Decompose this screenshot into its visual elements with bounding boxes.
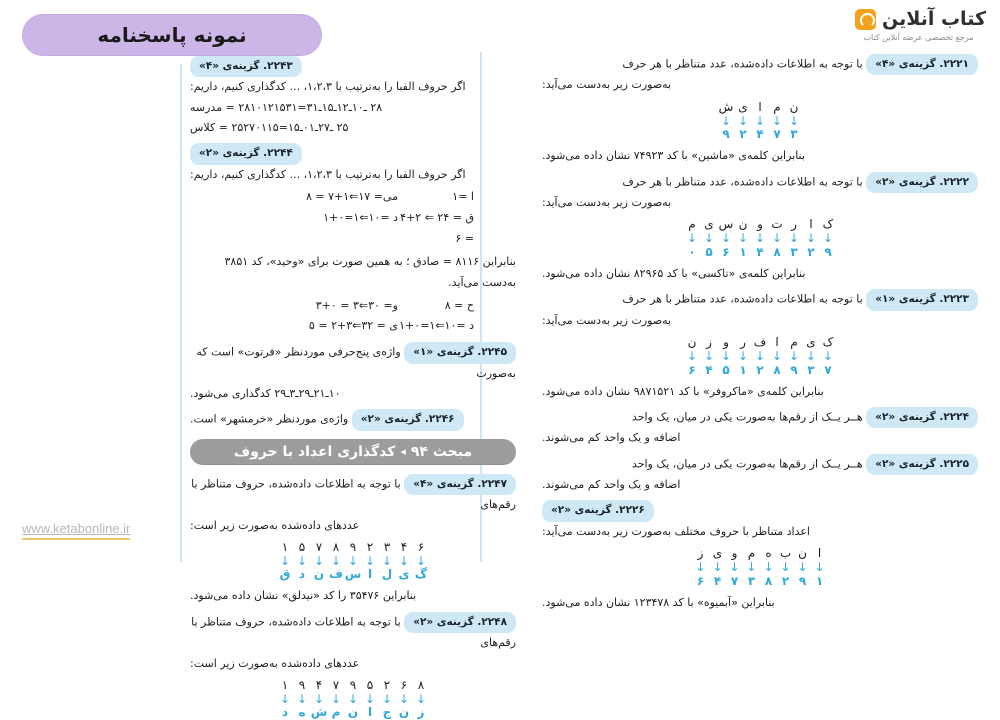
mapping-letter: ل [381,567,393,582]
mapping-letters-row [684,217,837,232]
mapping-letter: ی [712,546,723,561]
down-arrow-icon: ↓ [398,691,410,706]
mapping-letter: ی [738,99,748,114]
answer-item-head [190,143,516,164]
mapping-digit: ۹ [349,539,357,554]
mapping-digit: ۷ [824,362,832,377]
mapping-digit: ۵ [366,677,374,692]
right-column [530,40,1000,609]
equation-row [190,296,516,317]
equation-left: ی = ۳۲⇐۳+۲ = ۵ [308,319,398,333]
mapping-letter: گ [414,567,428,582]
answer-item-head [190,56,516,77]
letter-digit-mapping [542,546,978,589]
brand-name: کتاب آنلاین [882,8,986,30]
down-arrow-icon: ↓ [720,113,732,128]
down-arrow-icon: ↓ [347,691,359,706]
left-margin-spacer [0,40,180,562]
mapping-digits-row [277,540,430,555]
answer-badge: ۲۲۲۴. گزینه‌ی «۲» [866,407,978,428]
answer-badge: ۲۲۴۶. گزینه‌ی «۲» [352,409,464,430]
brand-subtitle: مرجع تخصصی عرضه آنلاین کتاب [863,33,974,42]
answer-text: اگر حروف الفبا را به‌ترتیب با ۱،۲،۳، ... کدگذاری کنیم، داریم: [190,167,466,181]
mapping-digit: ۲ [739,127,747,142]
answer-conclusion: بنابراین «آبمیوه» با کد ۱۲۳۴۷۸ نشان داده می‌شود. [542,595,775,609]
answer-conclusion: بنابراین کلمه‌ی «ماکروفر» با کد ۹۸۷۱۵۲۱ نشان داده می‌شود. [542,384,824,398]
section-title: کدگذاری اعداد با حروف [233,443,396,460]
down-arrow-icon: ↓ [822,349,834,364]
answer-text: هــر یــک از رقم‌ها به‌صورت یکی در میان، یک واحد [631,457,863,471]
mapping-digit: ۲ [756,362,764,377]
answer-badge: ۲۲۲۱. گزینه‌ی «۴» [866,54,978,75]
mapping-letter: ا [758,99,762,114]
mapping-grid [684,335,837,378]
mapping-digit: ۴ [400,539,408,554]
mapping-grid [692,546,828,589]
mapping-digits-row [718,127,803,142]
mapping-letter: د [281,705,289,720]
down-arrow-icon: ↓ [737,231,749,246]
mapping-letter: ن [398,705,410,720]
mapping-digit: ۷ [773,127,781,142]
letter-digit-mapping [542,335,978,378]
down-arrow-icon: ↓ [729,560,740,575]
answer-item-2245 [190,342,516,404]
answer-item-2247 [190,474,516,607]
down-arrow-icon: ↓ [771,349,783,364]
mapping-letter: ی [398,567,410,582]
mapping-letter: س [344,567,362,582]
mapping-grid [277,678,430,720]
answer-text-line2: عددهای داده‌شده به‌صورت زیر است: [190,518,360,532]
mapping-digit: ۱ [281,677,289,692]
mapping-letter: و [731,546,738,561]
down-arrow-icon: ↓ [415,553,427,568]
mapping-digit: ۶ [722,244,730,259]
answer-item-head [542,289,978,310]
down-arrow-icon: ↓ [703,231,715,246]
letter-digit-mapping [542,217,978,260]
down-arrow-icon: ↓ [695,560,706,575]
down-arrow-icon: ↓ [364,691,376,706]
mapping-digit: ۶ [688,362,696,377]
mapping-letter: ت [771,217,783,232]
mapping-arrows-row [718,115,803,128]
answer-item-head [542,172,978,193]
down-arrow-icon: ↓ [296,553,308,568]
down-arrow-icon: ↓ [313,691,325,706]
mapping-arrows-row [684,232,837,245]
answer-text: اگر حروف الفبا را به‌ترتیب با ۱،۲،۳، ... کدگذاری کنیم، داریم: [190,80,466,94]
equation-right: ق = ۲۴ ⇐ ۲+۴ = ۶ [400,211,474,245]
answer-text: با توجه به اطلاعات داده‌شده، عدد متناظر با هر حرف [622,293,863,306]
down-arrow-icon: ↓ [703,349,715,364]
answer-item-2221 [542,54,978,167]
down-arrow-icon: ↓ [788,349,800,364]
mapping-digit: ۷ [315,539,323,554]
answer-item-head [542,54,978,75]
mapping-digit: ۹ [824,244,832,259]
answer-conclusion: بنابراین ۳۵۴۷۶ را کد «نیدلق» نشان داده می‌شود. [190,589,417,603]
mapping-letter: ف [753,335,767,350]
answer-item-2226 [542,500,978,613]
answer-text: واژه‌ی پنج‌حرفی موردنظر «فرتوت» است که به‌صورت [196,346,516,380]
mapping-digit: ۲ [807,244,815,259]
mapping-digit: ۸ [332,539,340,554]
down-arrow-icon: ↓ [720,349,732,364]
mapping-letter: ر [740,335,746,350]
mapping-digit: ۹ [790,362,798,377]
answer-equation: ۲۵ ـ۲۷ـ۰۱ـ۱۵=۲۵۲۷۰۱۱۵ = کلاس [190,121,349,135]
section-header-bar [190,439,516,465]
down-arrow-icon: ↓ [814,560,825,575]
down-arrow-icon: ↓ [296,691,308,706]
answer-item-head [190,342,516,384]
mapping-digits-row [692,574,828,589]
mapping-digit: ۳ [747,573,756,588]
mapping-digit: ۰ [688,244,696,259]
mapping-letter: ن [798,546,807,561]
answer-text-line2: عددهای داده‌شده به‌صورت زیر است: [190,656,360,670]
mapping-letter: ن [347,705,359,720]
mapping-digit: ۳ [790,127,798,142]
left-column [180,40,530,720]
mapping-letters-row [277,705,430,720]
down-arrow-icon: ↓ [737,113,749,128]
mapping-digit: ۴ [756,127,764,142]
mapping-letter: ا [367,705,373,720]
answer-item-2246 [190,409,516,430]
answer-text-line2: به‌صورت زیر به‌دست می‌آید: [542,313,672,327]
answer-text-line2: اضافه و یک واحد کم می‌شوند. [542,431,681,445]
mapping-letter: ج [382,705,392,720]
mapping-letter: ش [718,99,734,114]
down-arrow-icon: ↓ [771,231,783,246]
mapping-letter: و [757,217,763,232]
mapping-letter: ز [706,335,712,350]
mapping-digit: ۶ [417,539,425,554]
answer-conclusion: بنابراین کلمه‌ی «ماشین» با کد ۷۴۹۲۳ نشان داده می‌شود. [542,149,805,163]
mapping-letter: م [331,705,341,720]
answer-badge: ۲۲۲۵. گزینه‌ی «۲» [866,454,978,475]
down-arrow-icon: ↓ [381,691,393,706]
mapping-letter: ز [417,705,425,720]
mapping-digit: ۸ [773,362,781,377]
answer-item-2248 [190,612,516,720]
equation-row [190,316,516,337]
answer-text-line2: اضافه و یک واحد کم می‌شوند. [542,478,681,492]
mapping-letter: ه [298,705,306,720]
answer-note: بنابراین ۸۱۱۶ = صادق ؛ به همین صورت برای «وحید»، کد ۳۸۵۱ به‌دست می‌آید. [224,254,516,289]
down-arrow-icon: ↓ [712,560,723,575]
mapping-letters-row [684,335,837,350]
mapping-letter: ک [822,335,834,350]
down-arrow-icon: ↓ [330,553,342,568]
mapping-letter: ق [279,567,291,582]
equation-right: ح = ۸ [444,298,474,312]
mapping-letter: ن [687,335,697,350]
mapping-letter: ف [329,567,343,582]
mapping-arrows-row [277,555,430,568]
down-arrow-icon: ↓ [415,691,427,706]
brand-logo [855,8,986,42]
mapping-letter: ن [313,567,325,582]
down-arrow-icon: ↓ [746,560,757,575]
mapping-letter: م [773,99,781,114]
answer-text: با توجه به اطلاعات داده‌شده، عدد متناظر با هر حرف [622,175,863,189]
answer-item-2244 [190,143,516,337]
answer-badge: ۲۲۴۸. گزینه‌ی «۲» [404,612,516,633]
mapping-letter: ز [697,546,704,561]
down-arrow-icon: ↓ [780,560,791,575]
mapping-letters-row [277,567,430,582]
answer-badge: ۲۲۴۵. گزینه‌ی «۱» [404,342,516,363]
answer-text-line2: اعداد متناظر با حروف مختلف به‌صورت زیر به‌دست می‌آید: [542,524,810,538]
mapping-digit: ۸ [773,244,781,259]
equation-left: می= ۱۷⇐۱+۷ = ۸ [305,190,398,204]
mapping-digit: ۵ [705,244,713,259]
mapping-digit: ۲ [781,573,790,588]
mapping-letter: ی [704,217,714,232]
mapping-digit: ۲ [366,539,374,554]
down-arrow-icon: ↓ [330,691,342,706]
answer-text-line2: ۱۰ـ۲۱ـ۲۹ـ۳ـ۲۹ کدگذاری می‌شود. [190,387,341,401]
mapping-digit: ۷ [332,677,340,692]
mapping-digit: ۳ [807,362,815,377]
mapping-letter: ا [809,217,813,232]
mapping-letters-row [692,546,828,561]
answer-text: با توجه به اطلاعات داده‌شده، حروف متناظر با رقم‌های [191,477,516,512]
mapping-letter: م [688,217,696,232]
mapping-letter: ک [822,217,834,232]
down-arrow-icon: ↓ [763,560,774,575]
answer-item-2222 [542,172,978,285]
mapping-digits-row [684,245,837,260]
answer-badge: ۲۲۲۲. گزینه‌ی «۲» [866,172,978,193]
answer-text-line2: به‌صورت زیر به‌دست می‌آید: [542,196,672,210]
mapping-letter: ن [738,217,748,232]
mapping-letter: ا [817,546,822,561]
down-arrow-icon: ↓ [364,553,376,568]
answer-badge: ۲۲۴۴. گزینه‌ی «۲» [190,143,302,164]
down-arrow-icon: ↓ [797,560,808,575]
mapping-grid [718,100,803,143]
mapping-grid [277,540,430,583]
answer-item-head [542,454,978,475]
down-arrow-icon: ↓ [720,231,732,246]
equation-rows-top [190,187,516,250]
answer-equation: ۲۸ ـ۱۰ـ۱۲ـ۱۵ـ۳۱=۲۸۱۰۱۲۱۵۳۱ = مدرسه [190,100,383,114]
mapping-letter: س [718,217,734,232]
equation-left: د =۱۰⇐۱=۰+۱ [323,211,398,225]
mapping-arrows-row [684,350,837,363]
down-arrow-icon: ↓ [788,113,800,128]
down-arrow-icon: ↓ [754,231,766,246]
mapping-digit: ۴ [705,362,713,377]
mapping-letter: ب [779,546,792,561]
mapping-arrows-row [277,693,430,706]
down-arrow-icon: ↓ [279,691,291,706]
mapping-digit: ۹ [349,677,357,692]
mapping-digit: ۱ [281,539,289,554]
equation-left: و= ۳۰⇐۳ = ۰+۳ [315,298,398,312]
mapping-letter: ا [367,567,373,582]
mapping-arrows-row [692,561,828,574]
mapping-digit: ۶ [400,677,408,692]
mapping-digit: ۹ [798,573,807,588]
down-arrow-icon: ↓ [754,113,766,128]
mapping-digits-row [684,363,837,378]
mapping-digit: ۳ [383,539,391,554]
answer-text: با توجه به اطلاعات داده‌شده، عدد متناظر با هر حرف [622,57,863,71]
answer-badge: ۲۲۴۷. گزینه‌ی «۴» [404,474,516,495]
down-arrow-icon: ↓ [822,231,834,246]
down-arrow-icon: ↓ [788,231,800,246]
mapping-letter: م [747,546,756,561]
footer-website-link[interactable]: www.ketabonline.ir [22,521,130,540]
mapping-digit: ۵ [298,539,306,554]
answer-badge: ۲۲۲۶. گزینه‌ی «۲» [542,500,654,521]
down-arrow-icon: ↓ [771,113,783,128]
answer-text: هــر یــک از رقم‌ها به‌صورت یکی در میان، یک واحد [631,410,863,424]
mapping-digit: ۸ [764,573,773,588]
section-number: مبحث ۹۴ [410,443,473,460]
letter-digit-mapping [542,100,978,143]
answer-item-head [190,612,516,654]
answer-item-head [190,409,516,430]
answer-item-head [190,474,516,516]
down-arrow-icon: ↓ [313,553,325,568]
down-arrow-icon: ↓ [279,553,291,568]
mapping-digit: ۴ [713,573,722,588]
mapping-digit: ۴ [756,244,764,259]
down-arrow-icon: ↓ [805,231,817,246]
mapping-digit: ۴ [315,677,323,692]
down-arrow-icon: ↓ [381,553,393,568]
mapping-letter: م [790,335,798,350]
section-separator-icon: ◂ [400,445,406,459]
mapping-grid [684,217,837,260]
down-arrow-icon: ↓ [737,349,749,364]
answer-item-2223 [542,289,978,402]
down-arrow-icon: ↓ [686,349,698,364]
down-arrow-icon: ↓ [686,231,698,246]
mapping-digit: ۷ [730,573,739,588]
answer-item-2243 [190,56,516,138]
down-arrow-icon: ↓ [754,349,766,364]
content-columns [0,40,1000,720]
answer-text: واژه‌ی موردنظر «خرمشهر» است. [190,413,349,427]
answer-item-head [542,500,978,521]
answer-text: با توجه به اطلاعات داده‌شده، حروف متناظر با رقم‌های [191,615,516,650]
answer-badge: ۲۲۲۳. گزینه‌ی «۱» [866,289,978,310]
equation-right: د =۱۰⇐۱=۰+۱ [399,319,474,333]
answer-badge: ۲۲۴۳. گزینه‌ی «۴» [190,56,302,77]
mapping-digit: ۹ [298,677,306,692]
answer-conclusion: بنابراین کلمه‌ی «تاکسی» با کد ۸۲۹۶۵ نشان داده می‌شود. [542,266,806,280]
mapping-digit: ۳ [790,244,798,259]
answer-item-2224 [542,407,978,449]
down-arrow-icon: ↓ [347,553,359,568]
equation-rows-bottom [190,296,516,338]
mapping-digit: ۵ [722,362,730,377]
mapping-digit: ۲ [383,677,391,692]
sample-answer-banner-label: نمونه پاسخنامه [97,23,247,47]
mapping-digit: ۱ [739,362,747,377]
answer-text-line2: به‌صورت زیر به‌دست می‌آید: [542,78,672,92]
answer-item-head [542,407,978,428]
mapping-letter: و [723,335,729,350]
mapping-letter: ن [789,99,799,114]
mapping-digit: ۱ [739,244,747,259]
mapping-letter: ر [791,217,797,232]
mapping-digit: ۱ [815,573,824,588]
mapping-letter: ی [806,335,816,350]
mapping-digit: ۶ [696,573,705,588]
down-arrow-icon: ↓ [398,553,410,568]
digit-letter-mapping [190,540,516,583]
mapping-digit: ۹ [722,127,730,142]
equation-right: ا =۱ [452,190,474,204]
down-arrow-icon: ↓ [805,349,817,364]
equation-row [190,187,516,208]
digit-letter-mapping [190,678,516,720]
brand-row [855,8,986,30]
book-circle-logo-icon [855,9,876,30]
mapping-letter: ش [310,705,328,720]
mapping-letter: د [298,567,306,582]
mapping-letter: ا [775,335,779,350]
equation-row [190,208,516,250]
mapping-digit: ۸ [417,677,425,692]
mapping-letters-row [718,100,803,115]
answer-item-2225 [542,454,978,496]
mapping-digits-row [277,678,430,693]
mapping-letter: ه [765,546,772,561]
